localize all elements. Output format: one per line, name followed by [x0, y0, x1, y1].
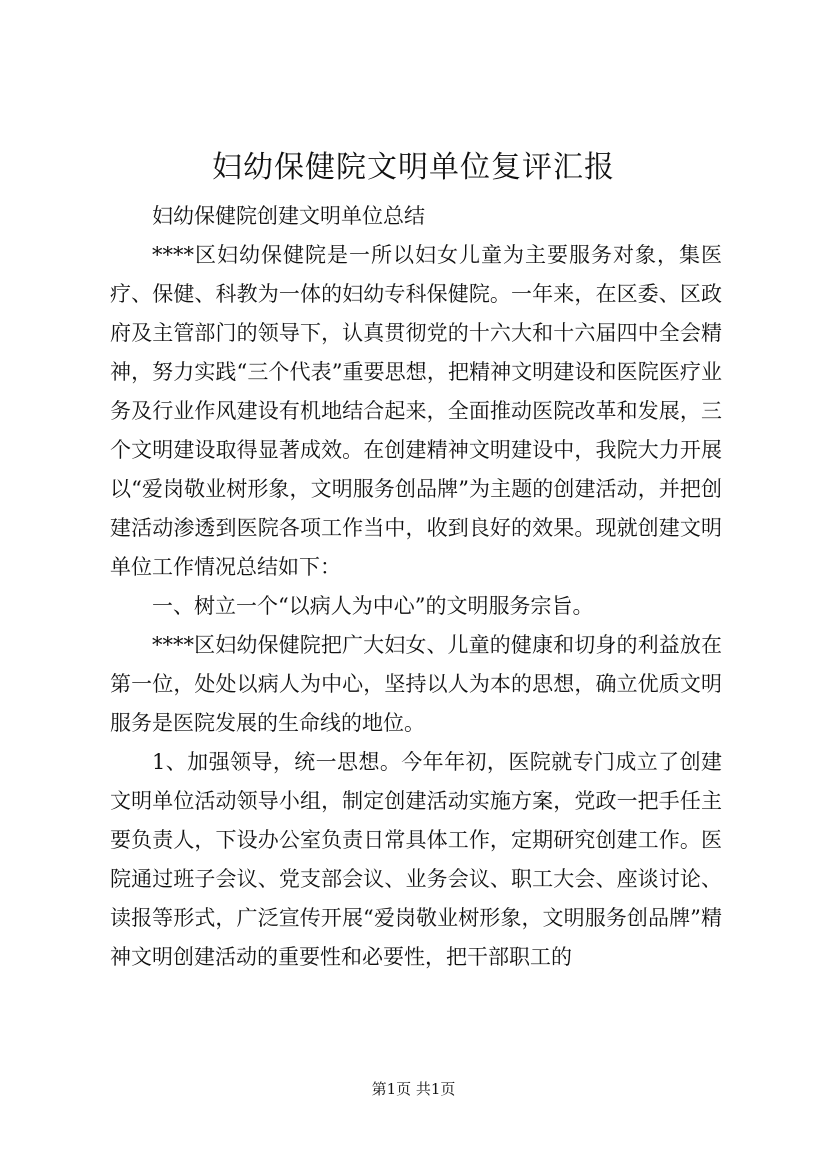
paragraph-section-body: ****区妇幼保健院把广大妇女、儿童的健康和切身的利益放在第一位，处处以病人为中心，坚持以人为本的思想，确立优质文明服务是医院发展的生命线的地位。 — [110, 633, 722, 735]
paragraph-section-heading: 一、树立一个“以病人为中心”的文明服务宗旨。 — [152, 594, 594, 618]
paragraph-subtitle: 妇幼保健院创建文明单位总结 — [152, 204, 425, 228]
paragraph-item-1: 1、加强领导，统一思想。今年年初，医院就专门成立了创建文明单位活动领导小组，制定创建活动实施方案，党政一把手任主要负责人，下设办公室负责日常具体工作，定期研究创建工作。医院通过班子会议、党支部会议、业务会议、职工大会、座谈讨论、读报等形式，广泛宣传开展“爱岗敬业树形象，文明服务创品牌”精神文明创建活动的重要性和必要性，把干部职工的 — [110, 750, 722, 969]
document-title: 妇幼保健院文明单位复评汇报 — [212, 150, 615, 185]
document-body — [110, 197, 722, 977]
page-footer: 第1页 共1页 — [371, 1080, 456, 1098]
paragraph-intro: ****区妇幼保健院是一所以妇女儿童为主要服务对象，集医疗、保健、科教为一体的妇幼专科保健院。一年来，在区委、区政府及主管部门的领导下，认真贯彻党的十六大和十六届四中全会精神，努力实践“三个代表”重要思想，把精神文明建设和医院医疗业务及行业作风建设有机地结合起来，全面推动医院改革和发展，三个文明建设取得显著成效。在创建精神文明建设中，我院大力开展以“爱岗敬业树形象，文明服务创品牌”为主题的创建活动，并把创建活动渗透到医院各项工作当中，收到良好的效果。现就创建文明单位工作情况总结如下： — [110, 243, 722, 579]
